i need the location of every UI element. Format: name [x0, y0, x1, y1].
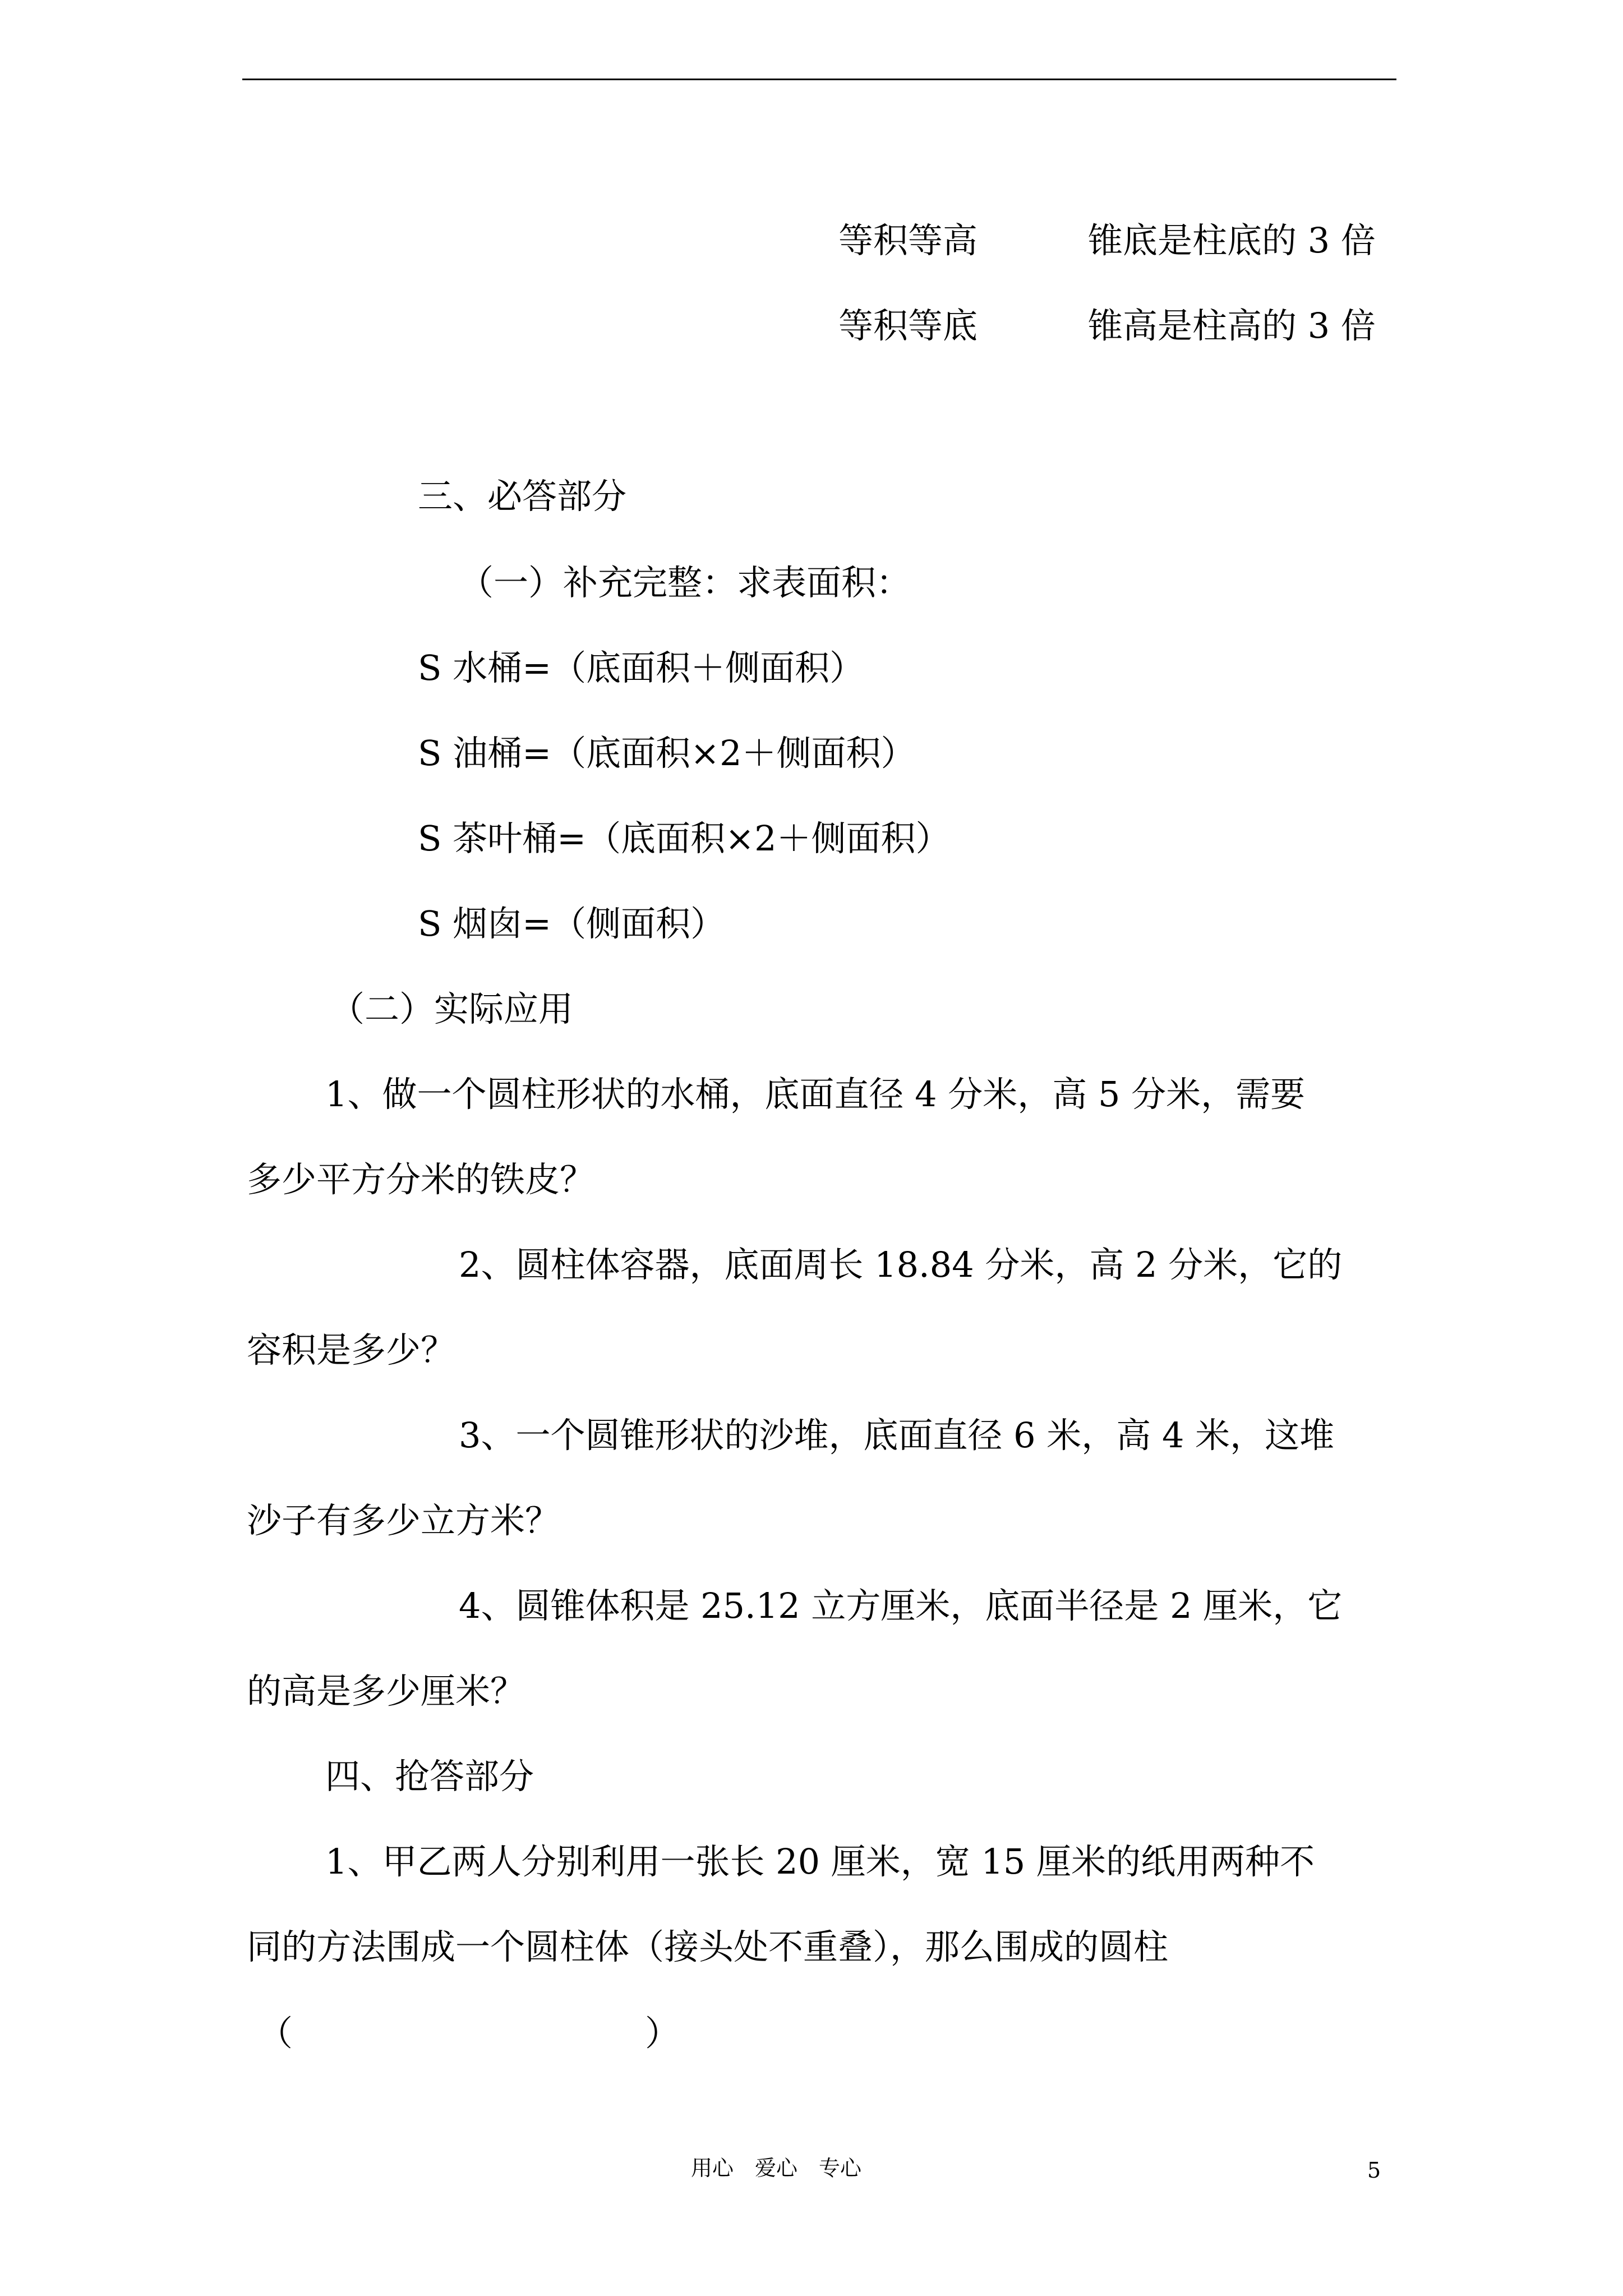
section4-title: 四、抢答部分: [325, 1756, 534, 1797]
rule-2-left: 等积等底: [838, 305, 978, 346]
section4-question-1-line2: 同的方法围成一个圆柱体（接头处不重叠），那么围成的圆柱: [247, 1926, 1169, 1967]
formula-chimney: S 烟囱=（侧面积）: [418, 903, 726, 944]
question-3-line2: 沙子有多少立方米？: [247, 1500, 560, 1541]
answer-blank-close: ）: [645, 2013, 680, 2054]
rule-1-right: 锥底是柱底的 3 倍: [1088, 220, 1376, 261]
formula-tea-canister: S 茶叶桶=（底面积×2＋侧面积）: [418, 818, 951, 859]
question-1-line2: 多少平方分米的铁皮？: [247, 1159, 595, 1200]
question-1-line1: 1、做一个圆柱形状的水桶，底面直径 4 分米，高 5 分米，需要: [325, 1074, 1306, 1115]
section3-sub2-title: （二）实际应用: [330, 988, 574, 1029]
question-2-line2: 容积是多少？: [247, 1329, 456, 1370]
footer-motto: 用心 爱心 专心: [691, 2156, 862, 2180]
rule-2-right: 锥高是柱高的 3 倍: [1088, 305, 1376, 346]
formula-bucket: S 水桶=（底面积＋侧面积）: [418, 647, 865, 688]
rule-1-left: 等积等高: [838, 220, 978, 261]
page-number: 5: [1367, 2158, 1381, 2183]
section3-sub1-title: （一）补充完整：求表面积：: [459, 562, 911, 603]
formula-oil-drum: S 油桶=（底面积×2＋侧面积）: [418, 733, 916, 774]
question-3-line1: 3、一个圆锥形状的沙堆，底面直径 6 米，高 4 米，这堆: [459, 1415, 1335, 1456]
question-4-line2: 的高是多少厘米？: [247, 1671, 525, 1711]
answer-blank-open: （: [258, 2013, 293, 2054]
question-2-line1: 2、圆柱体容器，底面周长 18.84 分米，高 2 分米，它的: [459, 1244, 1343, 1285]
question-4-line1: 4、圆锥体积是 25.12 立方厘米，底面半径是 2 厘米，它: [459, 1585, 1343, 1626]
section3-title: 三、必答部分: [418, 476, 627, 517]
header-rule: [242, 79, 1396, 80]
section4-question-1-line1: 1、甲乙两人分别利用一张长 20 厘米，宽 15 厘米的纸用两种不: [325, 1841, 1315, 1882]
